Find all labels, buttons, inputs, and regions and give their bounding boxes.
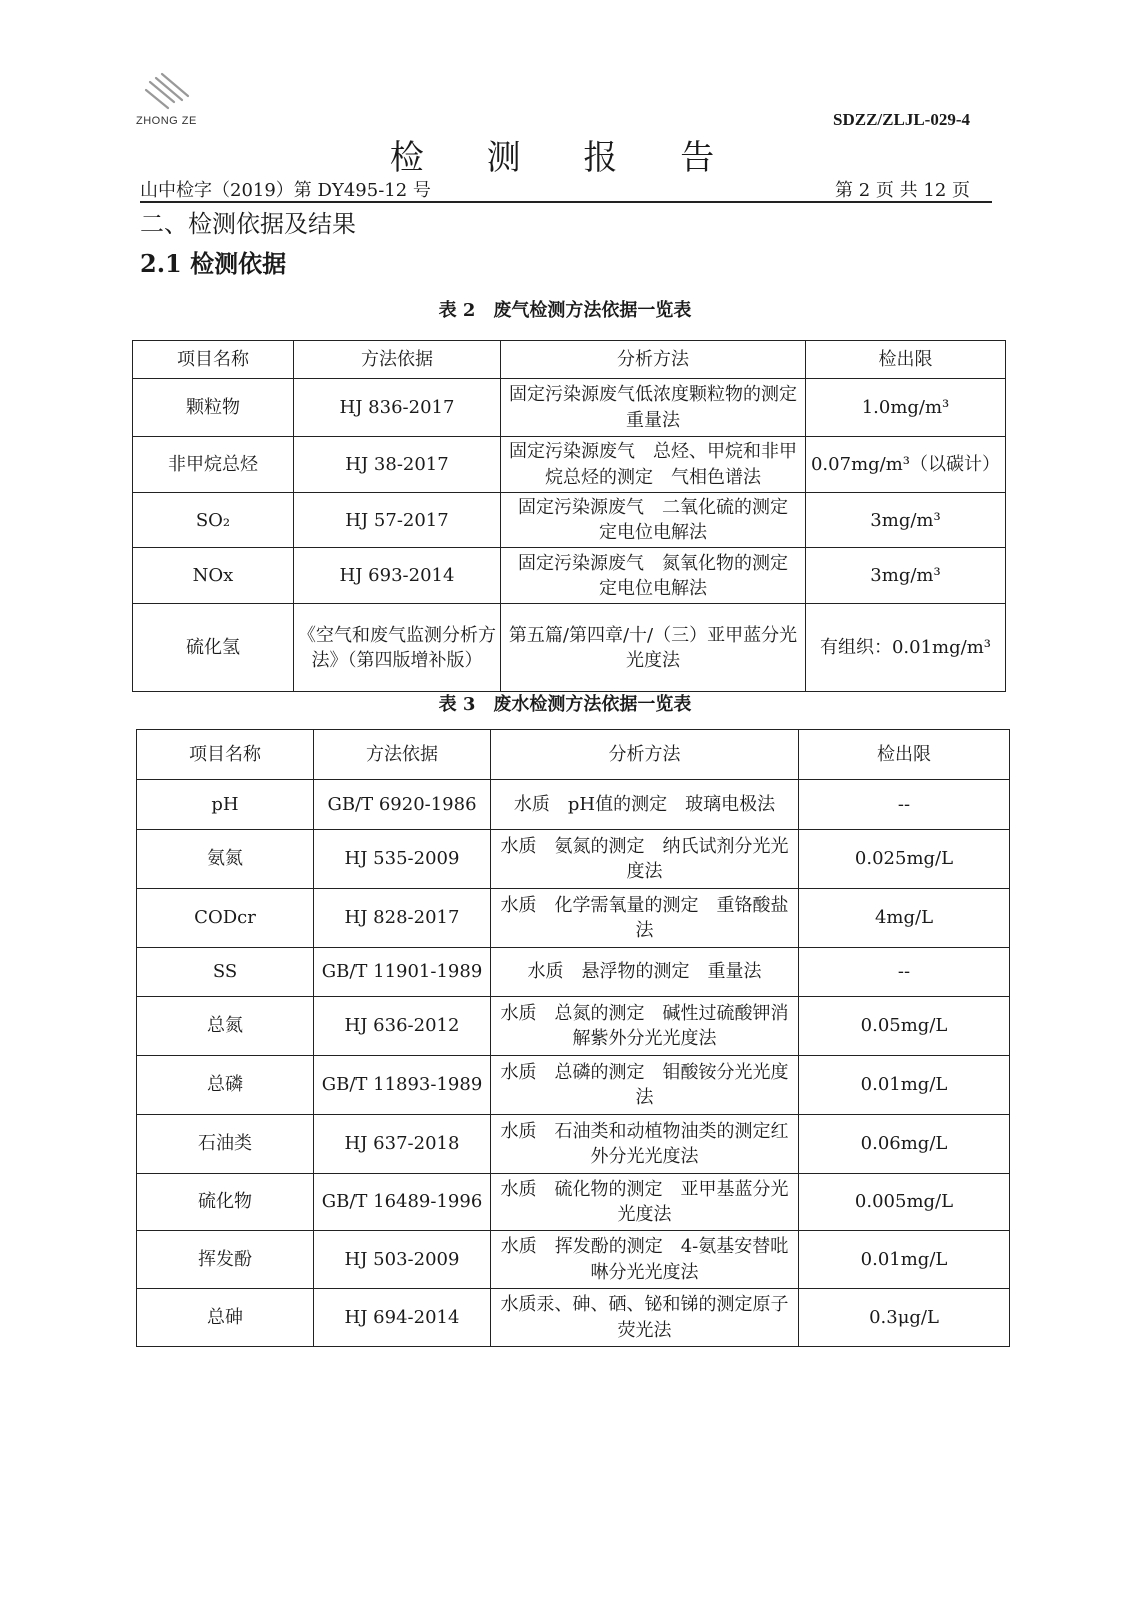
cell-method: 水质 化学需氧量的测定 重铬酸盐法	[491, 889, 799, 948]
cell-standard: HJ 636-2012	[314, 997, 491, 1056]
column-header: 项目名称	[133, 341, 294, 379]
cell-method: 水质 氨氮的测定 纳氏试剂分光光度法	[491, 830, 799, 889]
cell-standard: HJ 836-2017	[294, 379, 501, 437]
cell-standard: GB/T 16489-1996	[314, 1174, 491, 1231]
cell-item: 硫化物	[137, 1174, 314, 1231]
table-row	[133, 493, 1006, 548]
cell-method: 固定污染源废气 氮氧化物的测定 定电位电解法	[501, 548, 806, 604]
cell-item: 石油类	[137, 1115, 314, 1174]
table-row	[137, 948, 1010, 997]
cell-item: SS	[137, 948, 314, 997]
cell-method: 水质 挥发酚的测定 4-氨基安替吡啉分光光度法	[491, 1231, 799, 1289]
cell-method: 水质汞、砷、硒、铋和锑的测定原子荧光法	[491, 1289, 799, 1347]
table-row	[133, 379, 1006, 437]
cell-item: 颗粒物	[133, 379, 294, 437]
column-header: 检出限	[799, 730, 1010, 780]
cell-standard: HJ 503-2009	[314, 1231, 491, 1289]
header-divider	[140, 201, 992, 203]
cell-standard: HJ 694-2014	[314, 1289, 491, 1347]
table-row	[137, 830, 1010, 889]
table-header-row	[133, 341, 1006, 379]
column-header: 方法依据	[294, 341, 501, 379]
cell-standard: GB/T 11893-1989	[314, 1056, 491, 1115]
table-row	[137, 889, 1010, 948]
cell-standard: HJ 38-2017	[294, 437, 501, 493]
table-row	[133, 604, 1006, 692]
cell-standard: GB/T 6920-1986	[314, 780, 491, 830]
cell-limit: 0.01mg/L	[799, 1056, 1010, 1115]
cell-item: SO₂	[133, 493, 294, 548]
cell-method: 固定污染源废气 二氧化硫的测定 定电位电解法	[501, 493, 806, 548]
table3-caption: 表 3 废水检测方法依据一览表	[438, 694, 692, 715]
cell-standard: HJ 828-2017	[314, 889, 491, 948]
column-header: 项目名称	[137, 730, 314, 780]
cell-limit: --	[799, 780, 1010, 830]
cell-standard: HJ 535-2009	[314, 830, 491, 889]
report-number: 山中检字（2019）第 DY495-12 号	[140, 180, 431, 201]
column-header: 检出限	[806, 341, 1006, 379]
cell-limit: 3mg/m³	[806, 493, 1006, 548]
cell-item: 总氮	[137, 997, 314, 1056]
cell-method: 固定污染源废气低浓度颗粒物的测定 重量法	[501, 379, 806, 437]
cell-item: 氨氮	[137, 830, 314, 889]
cell-item: 总磷	[137, 1056, 314, 1115]
wastewater-method-table	[136, 729, 1010, 1347]
column-header: 分析方法	[501, 341, 806, 379]
cell-method: 第五篇/第四章/十/（三）亚甲蓝分光光度法	[501, 604, 806, 692]
cell-method: 固定污染源废气 总烃、甲烷和非甲烷总烃的测定 气相色谱法	[501, 437, 806, 493]
page-info: 第 2 页 共 12 页	[835, 180, 970, 201]
section-heading: 二、检测依据及结果	[140, 210, 356, 238]
cell-standard: HJ 637-2018	[314, 1115, 491, 1174]
cell-limit: 0.005mg/L	[799, 1174, 1010, 1231]
cell-item: NOx	[133, 548, 294, 604]
cell-item: pH	[137, 780, 314, 830]
table-row	[137, 1231, 1010, 1289]
table2-caption: 表 2 废气检测方法依据一览表	[438, 300, 692, 321]
cell-method: 水质 石油类和动植物油类的测定红外分光光度法	[491, 1115, 799, 1174]
cell-limit: 0.06mg/L	[799, 1115, 1010, 1174]
cell-limit: 0.3μg/L	[799, 1289, 1010, 1347]
cell-method: 水质 硫化物的测定 亚甲基蓝分光光度法	[491, 1174, 799, 1231]
cell-method: 水质 总氮的测定 碱性过硫酸钾消解紫外分光光度法	[491, 997, 799, 1056]
cell-standard: HJ 57-2017	[294, 493, 501, 548]
cell-limit: 0.07mg/m³（以碳计）	[806, 437, 1006, 493]
cell-item: 总砷	[137, 1289, 314, 1347]
table-row	[137, 1289, 1010, 1347]
cell-limit: 1.0mg/m³	[806, 379, 1006, 437]
cell-method: 水质 悬浮物的测定 重量法	[491, 948, 799, 997]
table-row	[133, 437, 1006, 493]
cell-item: 非甲烷总烃	[133, 437, 294, 493]
cell-limit: 3mg/m³	[806, 548, 1006, 604]
cell-standard: GB/T 11901-1989	[314, 948, 491, 997]
table-row	[137, 1115, 1010, 1174]
cell-limit: 0.025mg/L	[799, 830, 1010, 889]
table-row	[133, 548, 1006, 604]
cell-limit: 4mg/L	[799, 889, 1010, 948]
cell-method: 水质 总磷的测定 钼酸铵分光光度法	[491, 1056, 799, 1115]
table-row	[137, 780, 1010, 830]
exhaust-gas-method-table	[132, 340, 1006, 692]
cell-standard: 《空气和废气监测分析方法》（第四版增补版）	[294, 604, 501, 692]
cell-item: 硫化氢	[133, 604, 294, 692]
column-header: 方法依据	[314, 730, 491, 780]
table-header-row	[137, 730, 1010, 780]
column-header: 分析方法	[491, 730, 799, 780]
table-row	[137, 997, 1010, 1056]
cell-limit: 0.01mg/L	[799, 1231, 1010, 1289]
cell-limit: 有组织：0.01mg/m³	[806, 604, 1006, 692]
report-title: 检 测 报 告	[389, 138, 741, 178]
table-row	[137, 1056, 1010, 1115]
cell-limit: --	[799, 948, 1010, 997]
cell-method: 水质 pH值的测定 玻璃电极法	[491, 780, 799, 830]
logo-text: ZHONG ZE	[136, 115, 197, 127]
document-code: SDZZ/ZLJL-029-4	[833, 110, 970, 129]
cell-item: CODcr	[137, 889, 314, 948]
cell-item: 挥发酚	[137, 1231, 314, 1289]
table-row	[137, 1174, 1010, 1231]
cell-standard: HJ 693-2014	[294, 548, 501, 604]
subsection-heading: 2.1 检测依据	[140, 249, 287, 278]
cell-limit: 0.05mg/L	[799, 997, 1010, 1056]
